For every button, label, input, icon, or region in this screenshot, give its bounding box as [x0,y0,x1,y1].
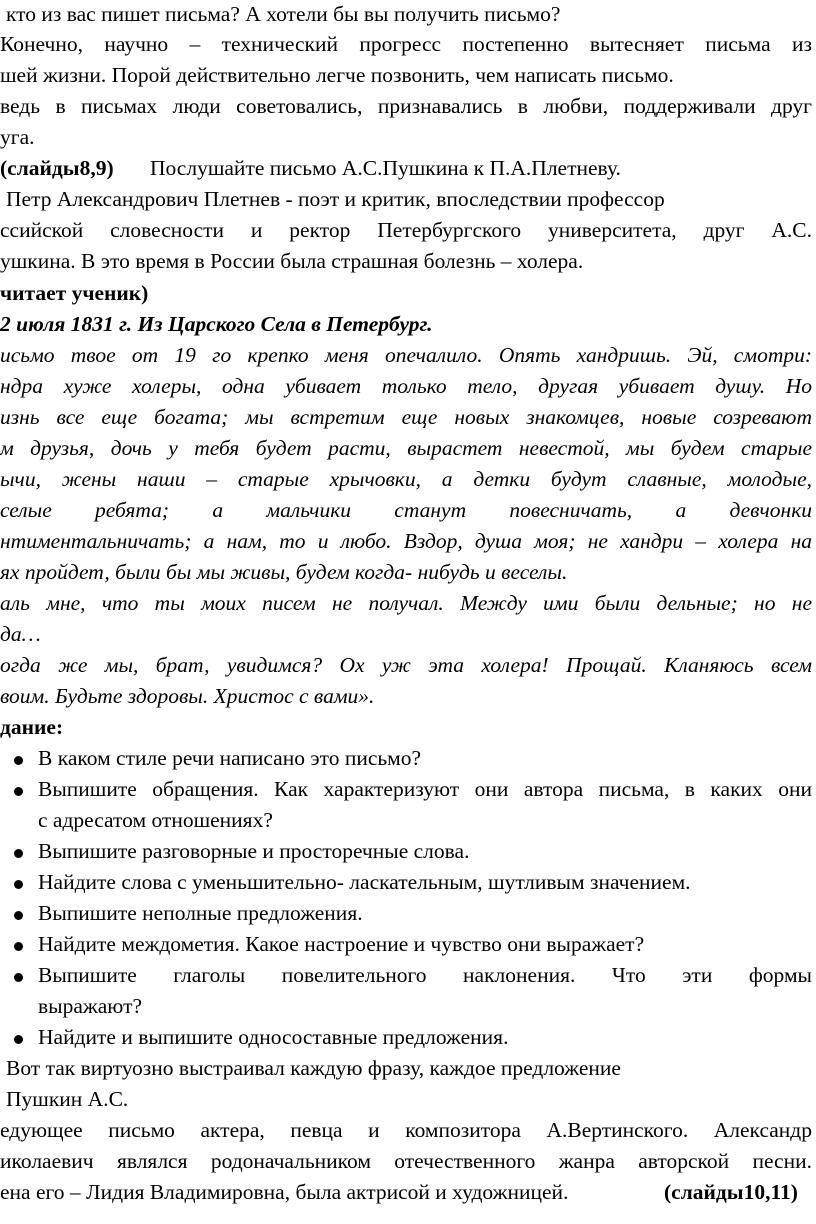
pletnev-line-3: ушкина. В это время в России была страшная болезнь – холера. [0,249,584,273]
intro-line-5: уга. [0,125,35,149]
letter-line-9: аль мне, что ты моих писем не получал. Между ими были дельные; но не [0,591,812,615]
bullet-icon [14,942,23,951]
intro-line-2: Конечно, научно – технический прогресс постепенно вытесняет письма из [0,32,812,56]
bullet-icon [14,973,23,982]
task-label: дание: [0,715,64,739]
listen-instruction: Послушайте письмо А.С.Пушкина к П.А.Плетневу. [150,156,621,180]
letter-line-11: огда же мы, брат, увидимся? Ох уж эта холера! Прощай. Кланяюсь всем [0,653,812,677]
reader-note: читает ученик) [0,281,149,305]
virtuoso-line-2: Пушкин А.С. [6,1087,129,1111]
virtuoso-line-1: Вот так виртуозно выстраивал каждую фразу, каждое предложение [6,1056,621,1080]
intro-line-3: шей жизни. Порой действительно легче позвонить, чем написать письмо. [0,63,674,87]
task-item-2-cont: с адресатом отношениях? [38,808,273,832]
task-item-4: Найдите слова с уменьшительно- ласкательным, шутливым значением. [38,870,691,894]
bullet-icon [14,880,23,889]
letter-heading: 2 июля 1831 г. Из Царского Села в Петербург. [0,312,433,336]
vertinsky-line-2: иколаевич являлся родоначальником отечественного жанра авторской песни. [0,1149,812,1173]
letter-line-3: изнь все еще богата; мы встретим еще новых знакомцев, новые созревают [0,405,812,429]
bullet-icon [14,849,23,858]
letter-line-7: нтиментальничать; а нам, то и любо. Вздор, душа моя; не хандри – холера на [0,529,812,553]
letter-line-5: ычи, жены наши – старые хрычовки, а детки будут славные, молодые, [0,467,812,491]
pletnev-line-2: ссийской словесности и ректор Петербургского университета, друг А.С. [0,218,812,242]
letter-line-4: м друзья, дочь у тебя будет расти, вырастет невестой, мы будем старые [0,436,812,460]
task-item-3: Выпишите разговорные и просторечные слова. [38,839,470,863]
task-item-7-cont: выражают? [38,994,143,1018]
bullet-icon [14,1035,23,1044]
task-item-6: Найдите междометия. Какое настроение и чувство они выражает? [38,932,645,956]
task-item-1: В каком стиле речи написано это письмо? [38,746,422,770]
page-bottom-clip [0,1210,816,1224]
slides-note-10-11: (слайды10,11) [664,1180,798,1204]
slides-note-8-9: (слайды8,9) [0,156,114,180]
bullet-icon [14,756,23,765]
letter-line-10: да… [0,622,41,646]
letter-line-12: воим. Будьте здоровы. Христос с вами». [0,684,375,708]
letter-line-8: ях пройдет, были бы мы живы, будем когда- нибудь и веселы. [0,560,568,584]
bullet-icon [14,787,23,796]
letter-line-2: ндра хуже холеры, одна убивает только тело, другая убивает душу. Но [0,374,812,398]
letter-line-6: селые ребята; а мальчики станут повесничать, а девчонки [0,498,812,522]
task-item-2: Выпишите обращения. Как характеризуют они автора письма, в каких они [38,777,812,801]
intro-line-1: кто из вас пишет письма? А хотели бы вы получить письмо? [6,2,561,26]
intro-line-4: ведь в письмах люди советовались, признавались в любви, поддерживали друг [0,94,812,118]
pletnev-line-1: Петр Александрович Плетнев - поэт и критик, впоследствии профессор [6,187,665,211]
task-item-5: Выпишите неполные предложения. [38,901,363,925]
letter-line-1: исьмо твое от 19 го крепко меня опечалило. Опять хандришь. Эй, смотри: [0,343,812,367]
vertinsky-line-3: ена его – Лидия Владимировна, была актрисой и художницей. [0,1180,569,1204]
vertinsky-line-1: едующее письмо актера, певца и композитора А.Вертинского. Александр [0,1118,812,1142]
task-item-7: Выпишите глаголы повелительного наклонения. Что эти формы [38,963,812,987]
bullet-icon [14,911,23,920]
task-item-8: Найдите и выпишите односоставные предложения. [38,1025,509,1049]
